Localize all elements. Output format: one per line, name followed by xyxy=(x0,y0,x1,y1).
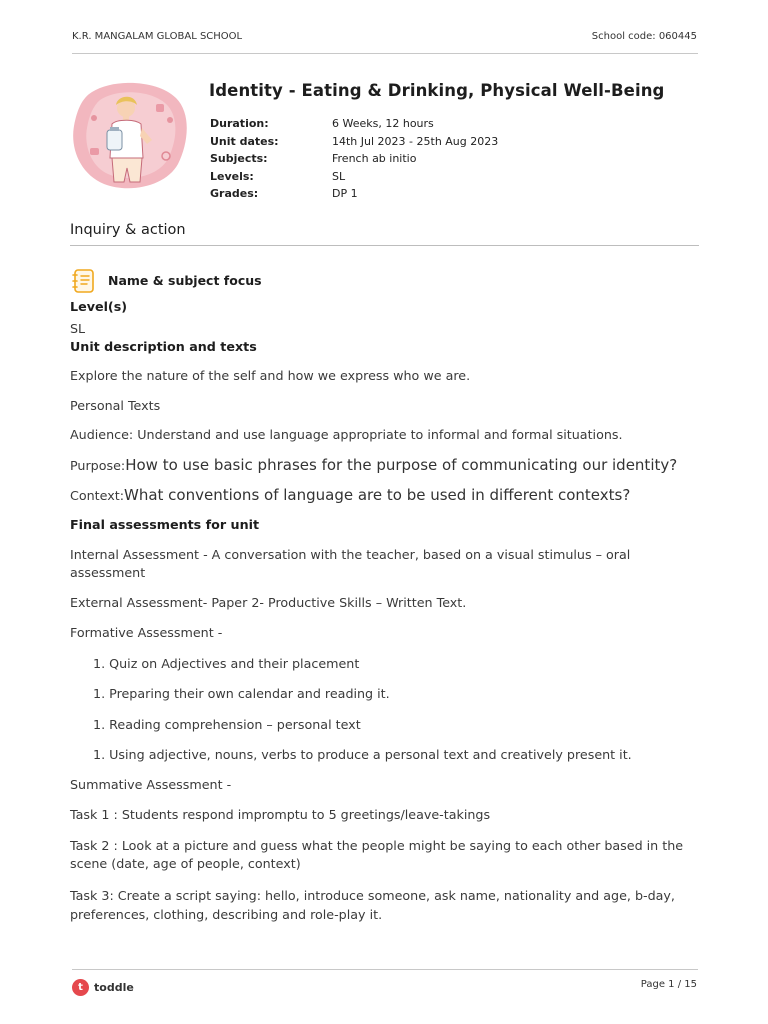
task-3: Task 3: Create a script saying: hello, introduce someone, ask name, nationality and age, b-day, preferences, clothing, describing and role-play it. xyxy=(70,888,675,922)
task-1: Task 1 : Students respond impromptu to 5 greetings/leave-takings xyxy=(70,807,491,822)
toddle-logo-text: toddle xyxy=(94,981,134,994)
notebook-icon xyxy=(71,268,97,294)
levels-value: SL xyxy=(70,321,86,336)
page-number: Page 1 / 15 xyxy=(640,979,697,990)
meta-row-subjects xyxy=(210,150,498,168)
meta-value: DP 1 xyxy=(332,187,358,200)
meta-row-grades xyxy=(210,185,498,203)
school-code: School code: 060445 xyxy=(591,31,697,42)
formative-item: 1. Preparing their own calendar and reading it. xyxy=(93,686,390,701)
unit-description-heading: Unit description and texts xyxy=(70,339,257,354)
purpose-line xyxy=(70,456,700,474)
levels-heading: Level(s) xyxy=(70,299,128,314)
final-assessments-heading: Final assessments for unit xyxy=(70,517,260,532)
toddle-logo xyxy=(72,979,134,996)
subsection-title: Name & subject focus xyxy=(108,273,262,288)
meta-label: Subjects: xyxy=(210,152,268,165)
unit-content xyxy=(70,299,700,924)
formative-assessment: Formative Assessment - xyxy=(70,625,223,640)
meta-label: Levels: xyxy=(210,169,254,183)
meta-row-levels xyxy=(210,168,498,186)
personal-texts: Personal Texts xyxy=(70,398,161,413)
school-name: K.R. MANGALAM GLOBAL SCHOOL xyxy=(72,31,243,42)
context-text: What conventions of language are to be used in different contexts? xyxy=(123,486,631,504)
section-title: Inquiry & action xyxy=(70,222,186,238)
meta-row-unit-dates xyxy=(210,133,498,151)
meta-label: Grades: xyxy=(210,187,259,200)
header-divider xyxy=(72,53,698,54)
explore-text: Explore the nature of the self and how we express who we are. xyxy=(70,368,471,383)
meta-value: SL xyxy=(332,169,346,183)
purpose-label: Purpose: xyxy=(70,458,126,473)
meta-label: Unit dates: xyxy=(210,134,279,148)
unit-meta xyxy=(210,115,498,203)
unit-illustration xyxy=(70,78,190,194)
formative-item: 1. Quiz on Adjectives and their placement xyxy=(93,656,360,671)
meta-value: 6 Weeks, 12 hours xyxy=(332,117,434,130)
context-line xyxy=(70,486,700,504)
meta-label: Duration: xyxy=(210,117,269,130)
meta-row-duration xyxy=(210,115,498,133)
formative-item: 1. Using adjective, nouns, verbs to produce a personal text and creatively present it. xyxy=(93,747,632,762)
audience-text: Audience: Understand and use language appropriate to informal and formal situations. xyxy=(70,427,623,442)
external-assessment: External Assessment- Paper 2- Productive Skills – Written Text. xyxy=(70,595,467,610)
internal-assessment: Internal Assessment - A conversation with the teacher, based on a visual stimulus – oral assessment xyxy=(70,547,631,580)
unit-title: Identity - Eating & Drinking, Physical Well-Being xyxy=(209,81,665,100)
purpose-text: How to use basic phrases for the purpose of communicating our identity? xyxy=(125,456,678,474)
section-divider xyxy=(70,245,699,246)
task-2: Task 2 : Look at a picture and guess what the people might be saying to each other based in the scene (date, age of people, context) xyxy=(70,838,684,871)
toddle-logo-icon: t xyxy=(72,979,89,996)
meta-value: French ab initio xyxy=(332,152,417,165)
summative-assessment: Summative Assessment - xyxy=(70,777,232,792)
footer-divider xyxy=(72,969,698,970)
formative-item: 1. Reading comprehension – personal text xyxy=(93,717,361,732)
context-label: Context: xyxy=(70,488,124,503)
meta-value: 14th Jul 2023 - 25th Aug 2023 xyxy=(332,134,499,148)
